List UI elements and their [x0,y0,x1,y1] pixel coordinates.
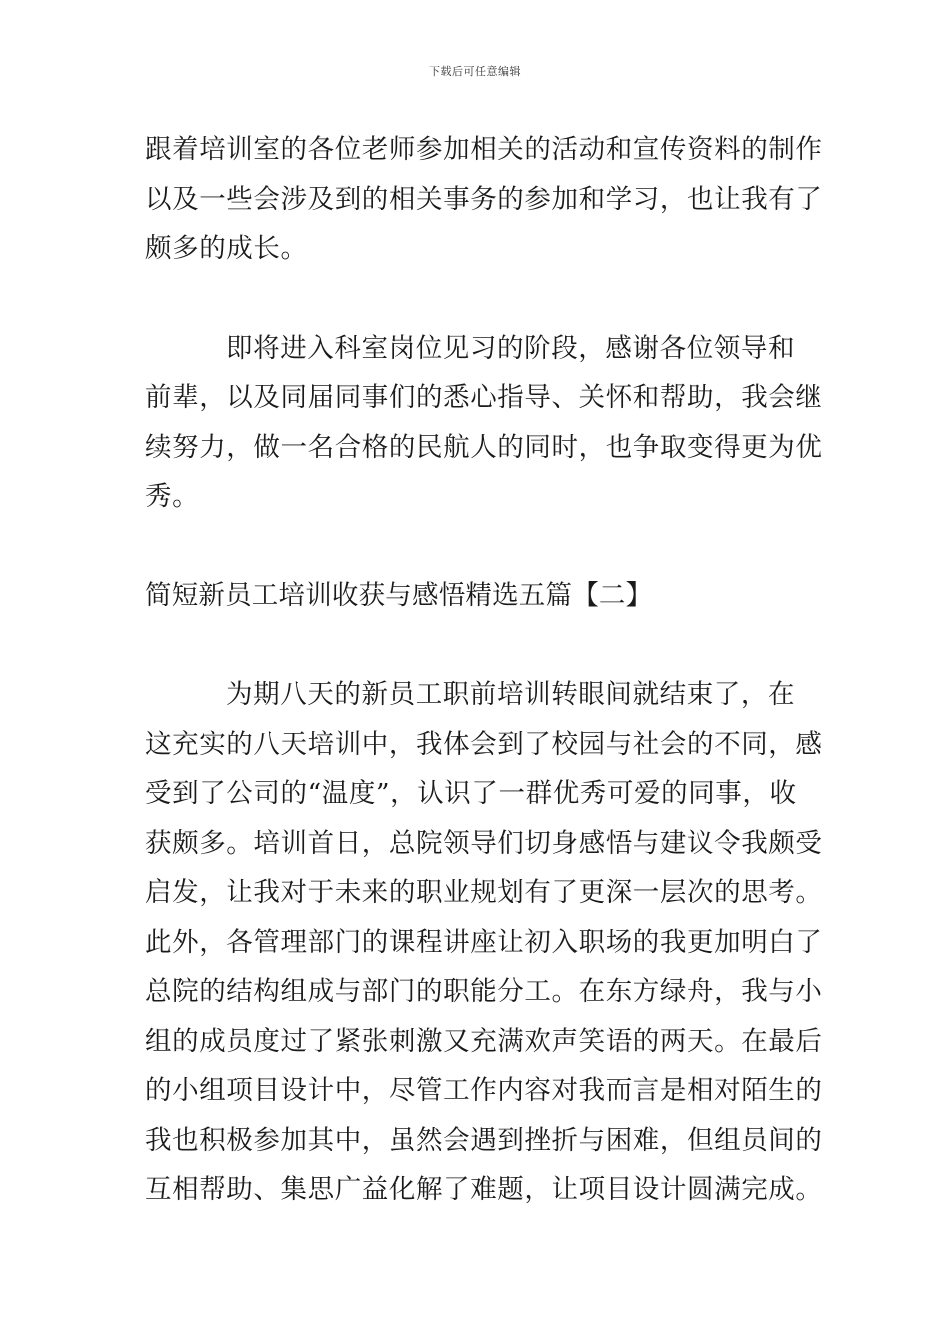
text-line: 即将进入科室岗位见习的阶段，感谢各位领导和 [226,333,796,364]
text-line: 受到了公司的“温度”，认识了一群优秀可爱的同事，收 [145,778,797,809]
text-line: 组的成员度过了紧张刺激又充满欢声笑语的两天。在最后 [145,1026,823,1057]
text-line: 颇多的成长。 [145,233,308,264]
text-line: 前辈，以及同届同事们的悉心指导、关怀和帮助，我会继 [145,382,823,413]
section-heading: 简短新员工培训收获与感悟精选五篇【二】 [145,580,653,611]
text-line: 为期八天的新员工职前培训转眼间就结束了，在 [226,679,796,710]
text-line: 总院的结构组成与部门的职能分工。在东方绿舟，我与小 [145,976,823,1007]
text-line: 获颇多。培训首日，总院领导们切身感悟与建议令我颇受 [145,828,823,859]
text-line: 续努力，做一名合格的民航人的同时，也争取变得更为优 [145,432,823,463]
text-line: 这充实的八天培训中，我体会到了校园与社会的不同，感 [145,729,823,760]
text-line: 跟着培训室的各位老师参加相关的活动和宣传资料的制作 [145,134,823,165]
text-line: 我也积极参加其中，虽然会遇到挫折与困难，但组员间的 [145,1125,823,1156]
text-line: 秀。 [145,481,200,512]
text-line: 启发，让我对于未来的职业规划有了更深一层次的思考。 [145,877,823,908]
text-line: 以及一些会涉及到的相关事务的参加和学习，也让我有了 [145,184,823,215]
text-line: 的小组项目设计中，尽管工作内容对我而言是相对陌生的 [145,1075,823,1106]
text-line: 互相帮助、集思广益化解了难题，让项目设计圆满完成。 [145,1174,823,1205]
header-note: 下载后可任意编辑 [429,65,521,78]
text-line: 此外，各管理部门的课程讲座让初入职场的我更加明白了 [145,927,823,958]
